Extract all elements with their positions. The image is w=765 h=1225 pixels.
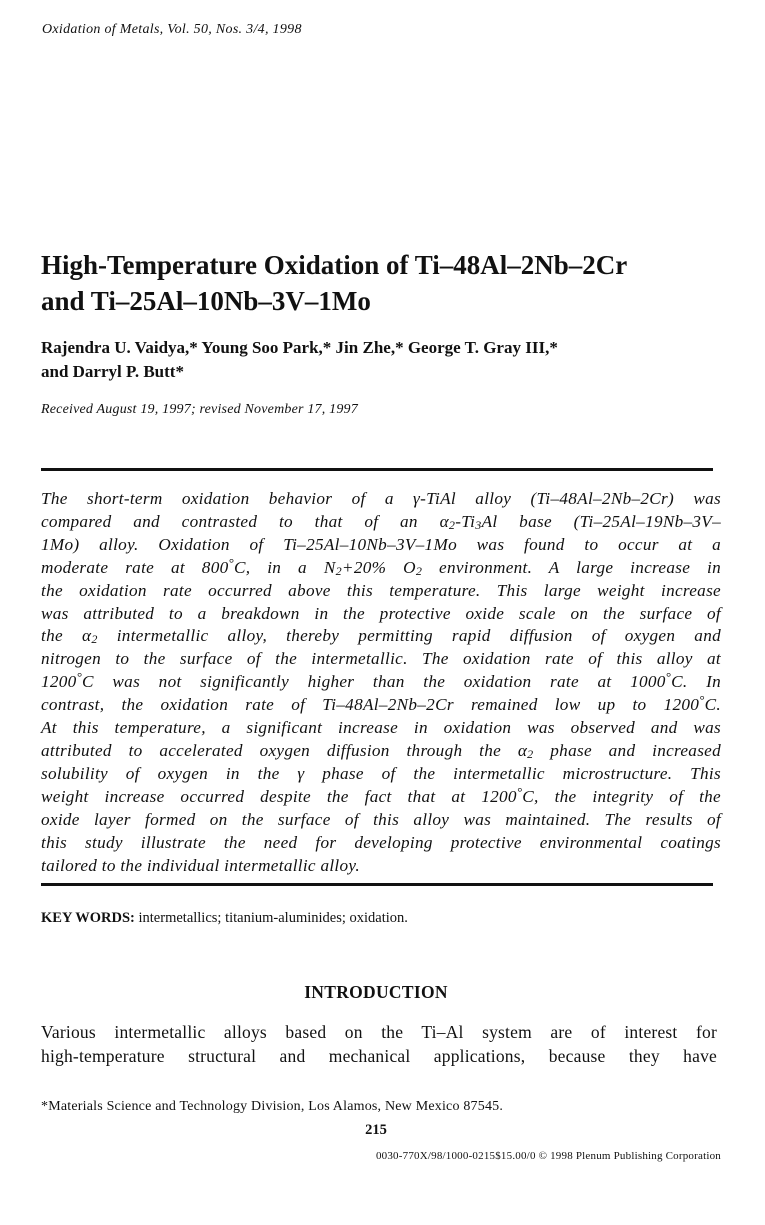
- title-line: High-Temperature Oxidation of Ti–48Al–2Nb–2Cr: [41, 250, 628, 280]
- page-number: 215: [365, 1122, 387, 1138]
- author-line: and Darryl P. Butt*: [41, 362, 184, 381]
- keywords-list: intermetallics; titanium-aluminides; oxidation.: [134, 910, 408, 926]
- abstract-line: The short-term oxidation behavior of a γ-TiAl alloy (Ti–48Al–2Nb–2Cr) was: [41, 489, 721, 508]
- abstract-line: contrast, the oxidation rate of Ti–48Al–2Nb–2Cr remained low up to 1200°C.: [41, 693, 721, 715]
- title-line: and Ti–25Al–10Nb–3V–1Mo: [41, 286, 371, 316]
- abstract-line: attributed to accelerated oxygen diffusion through the $\alpha_2$ phase and increased: [41, 740, 722, 761]
- abstract-line: 1200°C was not significantly higher than the oxidation rate at 1000°C. In: [41, 670, 722, 692]
- abstract-line: the oxidation rate occurred above this temperature. This large weight increase: [41, 580, 721, 600]
- abstract-line: was attributed to a breakdown in the protective oxide scale on the surface of: [41, 603, 721, 623]
- keywords-label: KEY WORDS:: [41, 910, 135, 926]
- abstract-line: nitrogen to the surface of the intermetallic. The oxidation rate of this alloy at: [41, 649, 721, 669]
- section-heading: INTRODUCTION: [304, 982, 448, 1002]
- abstract-line: solubility of oxygen in the γ phase of the intermetallic microstructure. This: [41, 763, 721, 783]
- article-title: [41, 247, 731, 319]
- abstract-line: weight increase occurred despite the fact that at 1200°C, the integrity of the: [41, 784, 721, 806]
- abstract-line: compared and contrasted to that of an $\alpha_2-Ti_3Al$ base (Ti–25Al–19Nb–3V–: [41, 511, 721, 532]
- affiliation-footnote: *Materials Science and Technology Division, Los Alamos, New Mexico 87545.: [41, 1099, 504, 1114]
- author-line: Rajendra U. Vaidya,* Young Soo Park,* Jin Zhe,* George T. Gray III,*: [41, 338, 558, 357]
- abstract-line: tailored to the individual intermetallic alloy.: [41, 855, 360, 875]
- received-dates: Received August 19, 1997; revised November 17, 1997: [41, 402, 358, 417]
- body-line: high-temperature structural and mechanical applications, because they have: [41, 1046, 717, 1066]
- journal-citation: Oxidation of Metals, Vol. 50, Nos. 3/4, 1998: [42, 22, 302, 37]
- abstract-line: the $\alpha_2$ intermetallic alloy, thereby permitting rapid diffusion of oxygen and: [41, 626, 721, 647]
- introduction-text: [41, 1020, 717, 1068]
- abstract-line: this study illustrate the need for developing protective environmental coatings: [41, 832, 721, 852]
- copyright-line: 0030-770X/98/1000-0215$15.00/0 © 1998 Plenum Publishing Corporation: [375, 1150, 721, 1162]
- abstract-line: moderate rate at 800°C, in a $N_2+20\%$ $O_2$ environment. A large increase in: [41, 555, 721, 578]
- body-line: Various intermetallic alloys based on the Ti–Al system are of interest for: [41, 1022, 717, 1042]
- abstract-top-rule: [41, 468, 713, 471]
- abstract: [41, 488, 721, 877]
- keywords: [41, 910, 408, 927]
- abstract-line: oxide layer formed on the surface of this alloy was maintained. The results of: [41, 809, 721, 829]
- abstract-bottom-rule: [41, 883, 713, 886]
- abstract-line: At this temperature, a significant increase in oxidation was observed and was: [41, 718, 721, 738]
- author-list: [41, 336, 731, 384]
- abstract-line: 1Mo) alloy. Oxidation of Ti–25Al–10Nb–3V–1Mo was found to occur at a: [41, 534, 721, 554]
